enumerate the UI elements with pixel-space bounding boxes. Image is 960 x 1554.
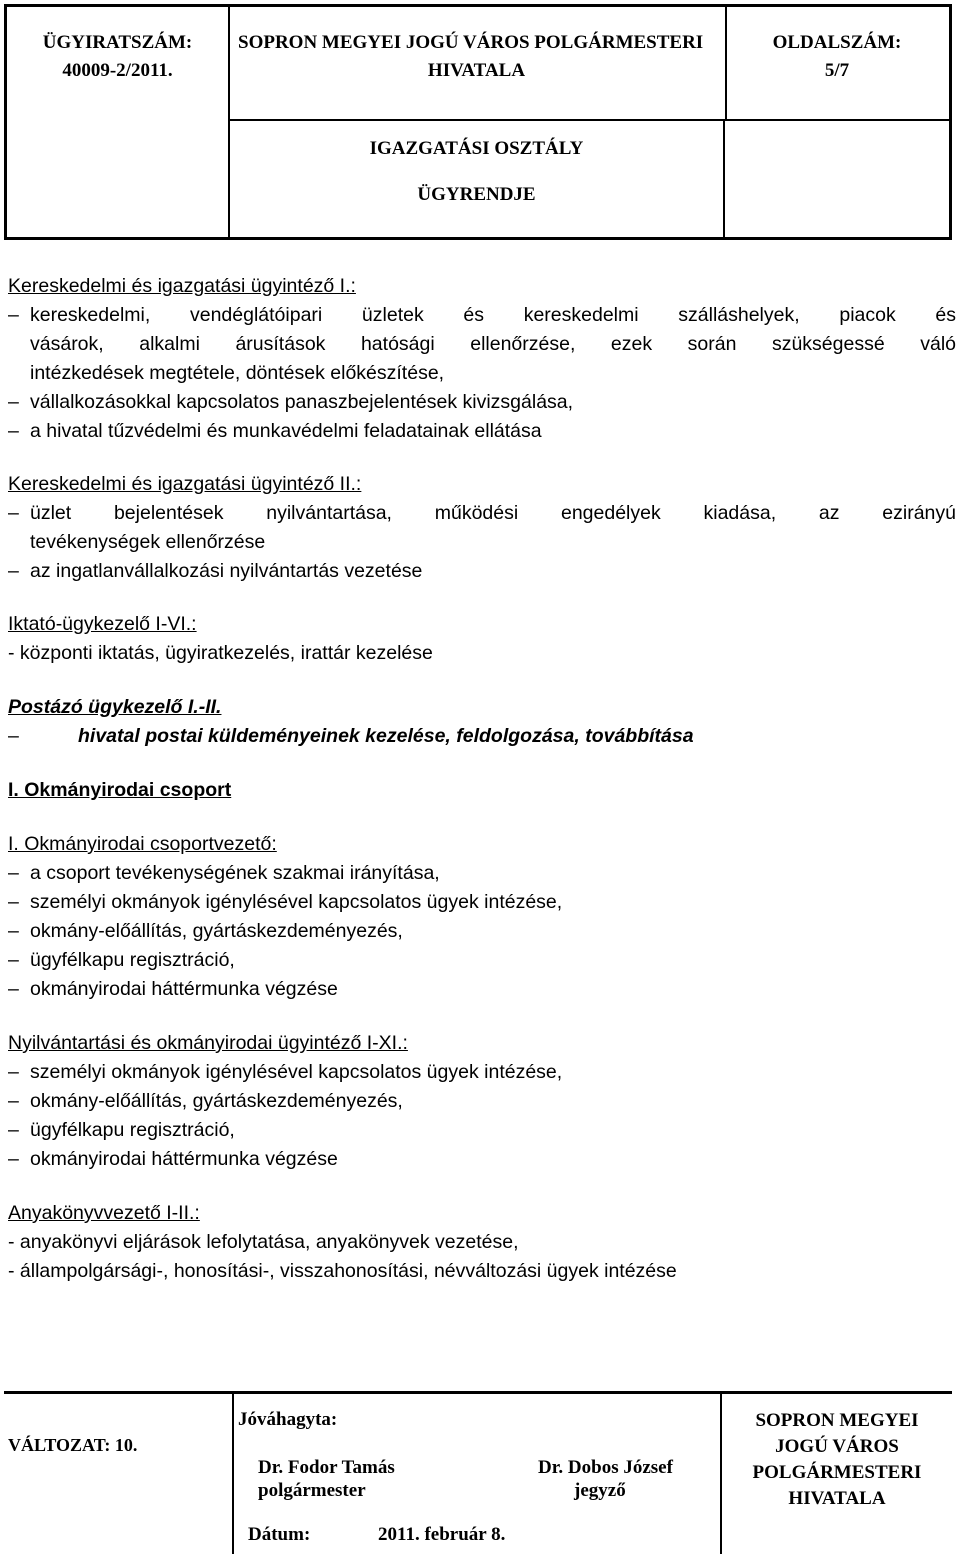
section-title-registry-officer: Anyakönyvvezető I-II.:	[8, 1202, 200, 1224]
office-name-line1: SOPRON MEGYEI JOGÚ VÁROS POLGÁRMESTERI	[238, 32, 704, 53]
date-label: Dátum:	[248, 1524, 311, 1545]
group-heading: I. Okmányirodai csoport	[8, 779, 232, 801]
date-value: 2011. február 8.	[378, 1524, 506, 1545]
footer-separator	[232, 1394, 234, 1554]
section-title-office-lead: I. Okmányirodai csoportvezető:	[8, 833, 277, 855]
mayor-name: Dr. Fodor Tamás	[258, 1457, 395, 1478]
section-title-mail-clerk: Postázó ügykezelő I.-II.	[8, 696, 222, 718]
approved-label: Jóváhagyta:	[238, 1409, 338, 1430]
document-type: ÜGYRENDJE	[417, 184, 536, 205]
office-name-cell	[228, 7, 727, 119]
list-item: - anyakönyvi eljárások lefolytatása, anyakönyvek vezetése,	[8, 1231, 519, 1253]
list-item: - központi iktatás, ügyiratkezelés, irattár kezelése	[8, 642, 433, 664]
section-title-records-clerk: Nyilvántartási és okmányirodai ügyintéző I-XI.:	[8, 1032, 408, 1054]
section-title-commercial-1: Kereskedelmi és igazgatási ügyintéző I.:	[8, 275, 356, 297]
notary-name: Dr. Dobos József	[538, 1457, 673, 1478]
footer-divider	[4, 1391, 952, 1394]
department-cell	[228, 119, 725, 237]
page-number-value: 5/7	[824, 60, 850, 81]
mayor-title: polgármester	[258, 1480, 366, 1501]
doc-number-cell	[7, 7, 230, 119]
doc-number-label: ÜGYIRATSZÁM:	[42, 32, 193, 53]
document-header	[4, 4, 952, 240]
page-number-cell	[725, 7, 949, 119]
list-item: - állampolgársági-, honosítási-, visszahonosítási, névváltozási ügyek intézése	[8, 1260, 677, 1282]
department-name: IGAZGATÁSI OSZTÁLY	[369, 138, 584, 159]
section-title-commercial-2: Kereskedelmi és igazgatási ügyintéző II.:	[8, 473, 362, 495]
footer-office-name: SOPRON MEGYEI JOGÚ VÁROS POLGÁRMESTERI HIVATALA	[752, 1410, 922, 1509]
section-title-registrar: Iktató-ügykezelő I-VI.:	[8, 613, 197, 635]
doc-number-value: 40009-2/2011.	[62, 60, 173, 81]
version-label: VÁLTOZAT: 10.	[8, 1435, 138, 1455]
page-number-label: OLDALSZÁM:	[772, 32, 902, 53]
office-name-line2: HIVATALA	[427, 60, 526, 81]
notary-title: jegyző	[574, 1480, 626, 1501]
